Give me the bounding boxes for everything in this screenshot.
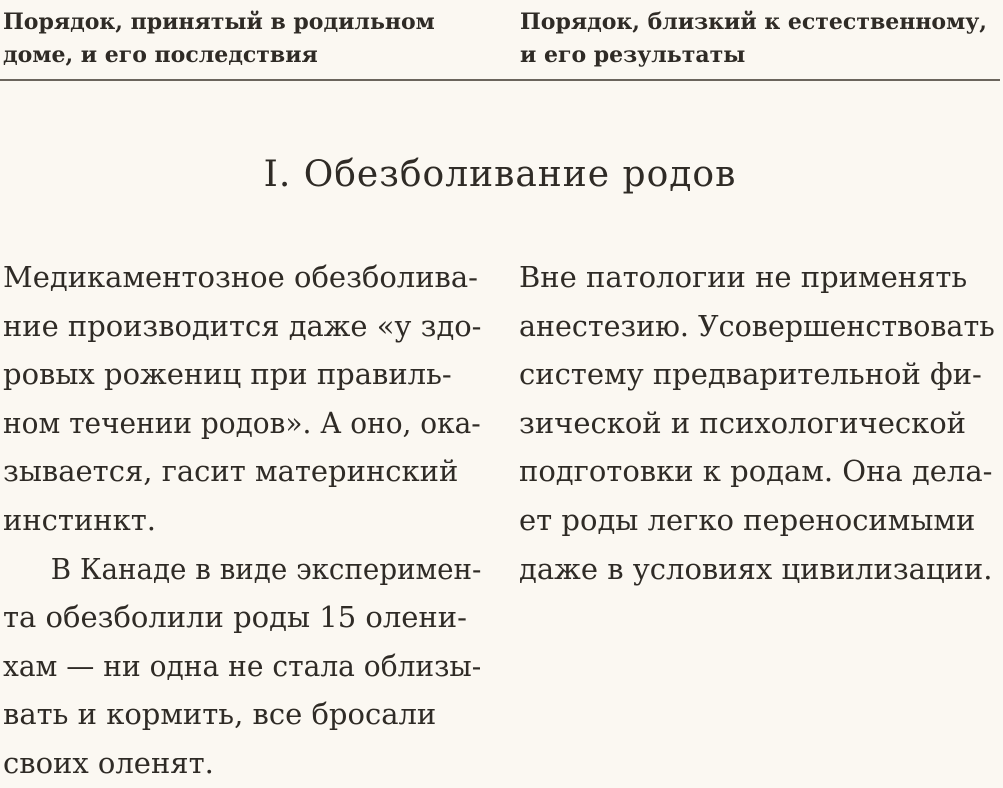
text-line: подготовки к родам. Она дела- <box>519 454 993 489</box>
text-line: ние производится даже «у здо- <box>3 308 482 343</box>
text-line: Медикаментозное обезболива- <box>3 260 478 294</box>
text-line: ровых рожениц при правиль- <box>3 357 452 392</box>
text-line: хам — ни одна не стала облизы- <box>3 648 482 683</box>
text-line: Вне патологии не применять <box>519 260 968 294</box>
text-line: даже в условиях цивилизации. <box>519 551 993 586</box>
text-line: ном течении родов». А оно, ока- <box>3 405 481 440</box>
text-line: своих оленят. <box>3 745 214 780</box>
text-line: вать и кормить, все бросали <box>3 697 437 732</box>
text-line: систему предварительной фи- <box>519 357 982 392</box>
header-right-line: Порядок, близкий к естественному, <box>520 9 987 35</box>
text-line: ет роды легко переносимыми <box>519 502 976 537</box>
left-text-column <box>3 253 503 788</box>
header-right-column <box>520 6 987 72</box>
section-title: I. Обезболивание родов <box>263 154 737 195</box>
text-line: зической и психологической <box>519 405 967 440</box>
header-left-line: доме, и его последствия <box>3 42 318 68</box>
right-text-column <box>519 253 1003 593</box>
header-left-line: Порядок, принятый в родильном <box>3 9 435 35</box>
header-divider <box>0 79 1000 81</box>
text-line: анестезию. Усовершенствовать <box>519 308 995 343</box>
header-right-line: и его результаты <box>520 42 746 68</box>
text-line: зывается, гасит материнский <box>3 454 459 489</box>
text-line: В Канаде в виде эксперимен- <box>50 551 482 586</box>
text-line: инстинкт. <box>3 502 156 537</box>
header-left-column <box>3 6 435 72</box>
text-line: та обезболили роды 15 олени- <box>3 600 467 635</box>
